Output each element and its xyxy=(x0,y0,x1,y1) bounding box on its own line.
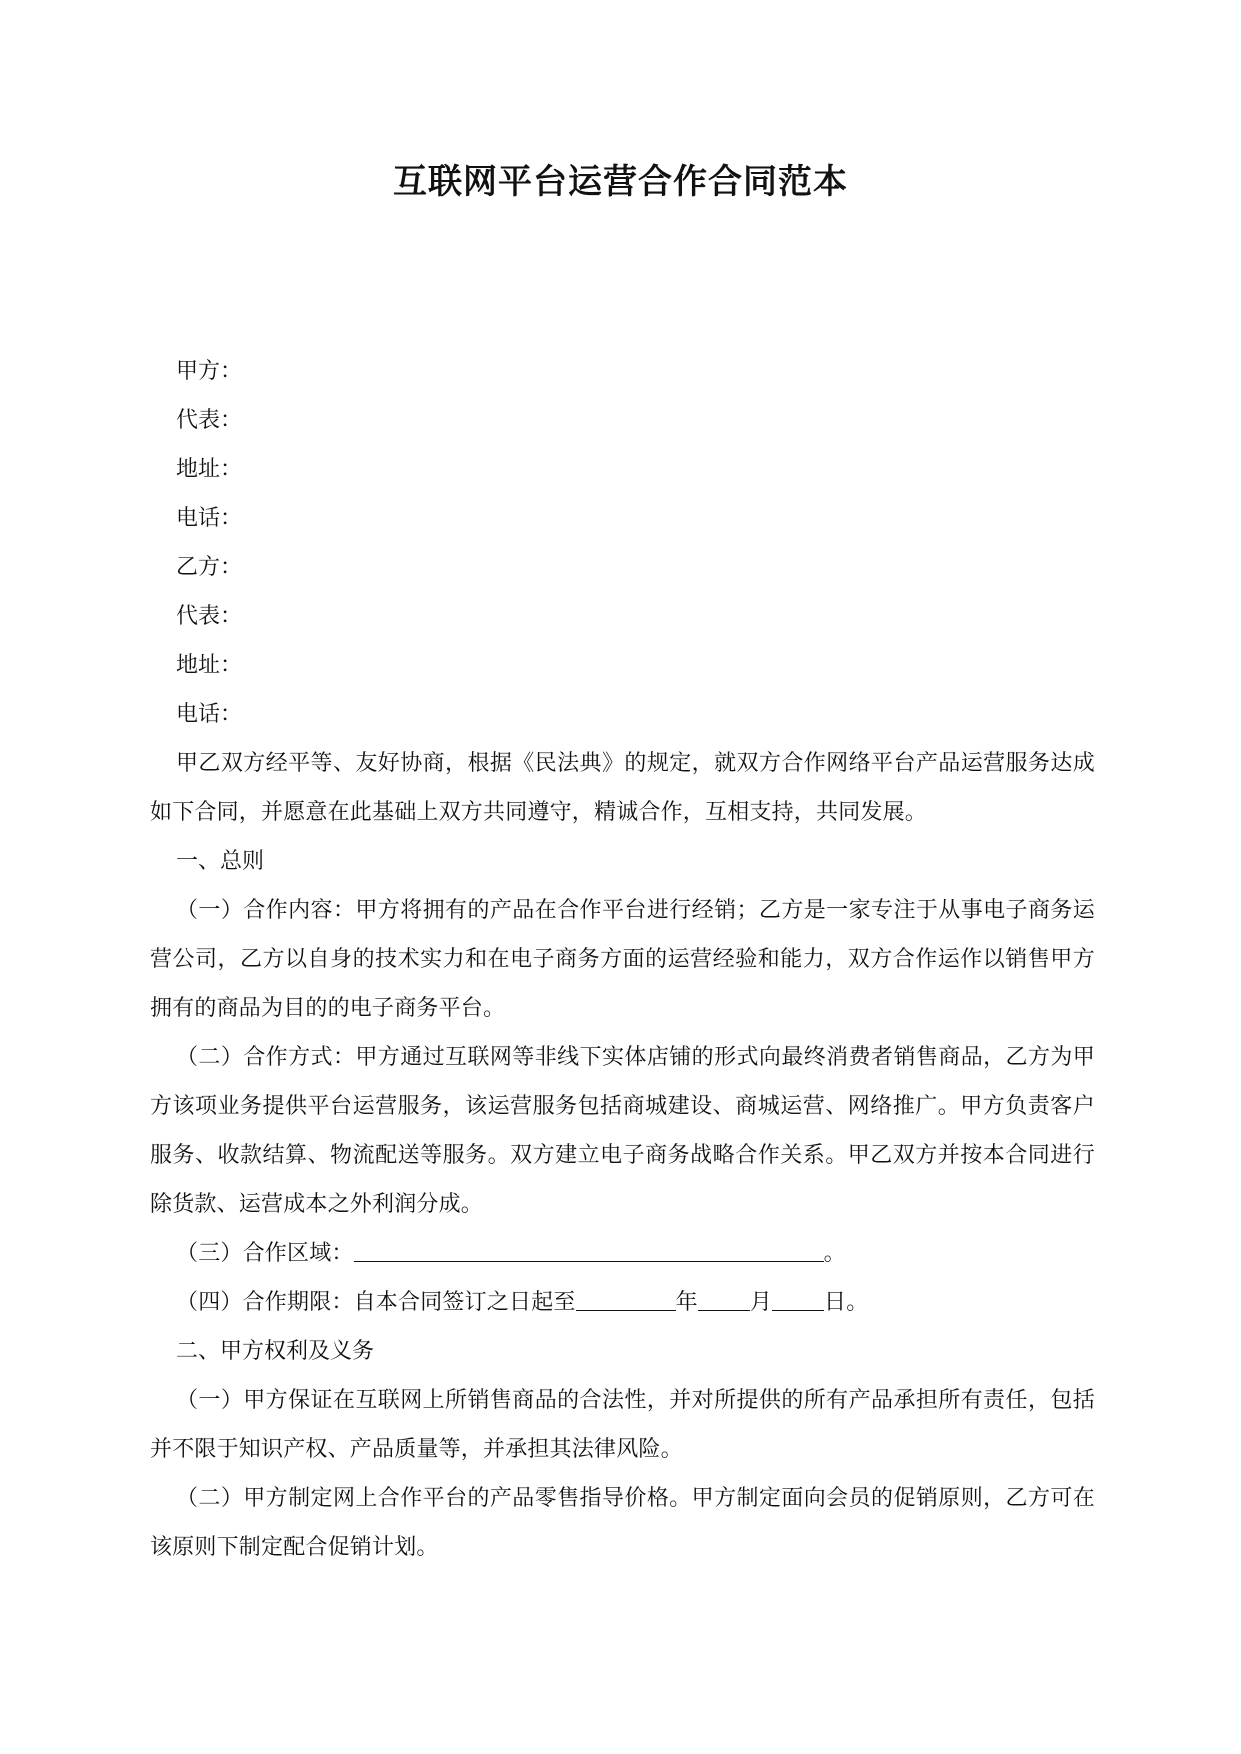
party-b-representative-label: 代表： xyxy=(176,604,243,629)
section-2-heading: 二、甲方权利及义务 xyxy=(176,1339,375,1364)
term-month-blank[interactable] xyxy=(698,1288,750,1311)
term-year-label: 年 xyxy=(675,1290,698,1315)
cooperation-area-label: （三）合作区域： xyxy=(176,1241,354,1266)
party-b-address-label: 地址： xyxy=(176,653,243,678)
term-year-blank[interactable] xyxy=(576,1288,676,1311)
party-a-label: 甲方： xyxy=(176,359,243,384)
term-month-label: 月 xyxy=(749,1290,773,1315)
cooperation-area-blank[interactable] xyxy=(354,1239,824,1262)
party-a-phone-label: 电话： xyxy=(176,506,243,531)
cooperation-area-end: 。 xyxy=(823,1241,846,1266)
term-day-label: 日。 xyxy=(824,1290,869,1315)
section-1-item-4 xyxy=(150,1278,1095,1327)
party-a-representative-label: 代表： xyxy=(176,408,243,433)
section-1-item-3 xyxy=(150,1229,1095,1278)
cooperation-term-label: （四）合作期限：自本合同签订之日起至 xyxy=(176,1290,576,1315)
party-b-phone-label: 电话： xyxy=(176,702,243,727)
section-1-item-1: （一）合作内容：甲方将拥有的产品在合作平台进行经销；乙方是一家专注于从事电子商务运营公司，乙方以自身的技术实力和在电子商务方面的运营经验和能力，双方合作运作以销售甲方拥有的商品为目的的电子商务平台。 xyxy=(150,898,1095,1021)
party-a-address-label: 地址： xyxy=(176,457,243,482)
section-1-heading: 一、总则 xyxy=(176,849,265,874)
section-1-item-2: （二）合作方式：甲方通过互联网等非线下实体店铺的形式向最终消费者销售商品，乙方为甲方该项业务提供平台运营服务，该运营服务包括商城建设、商城运营、网络推广。甲方负责客户服务、收款结算、物流配送等服务。双方建立电子商务战略合作关系。甲乙双方并按本合同进行除货款、运营成本之外利润分成。 xyxy=(150,1045,1095,1217)
party-info-block xyxy=(150,347,1095,739)
section-2-item-1: （一）甲方保证在互联网上所销售商品的合法性，并对所提供的所有产品承担所有责任，包括并不限于知识产权、产品质量等，并承担其法律风险。 xyxy=(150,1388,1095,1462)
document-body xyxy=(150,347,1095,1572)
document-title: 互联网平台运营合作合同范本 xyxy=(393,162,848,202)
section-2-item-2: （二）甲方制定网上合作平台的产品零售指导价格。甲方制定面向会员的促销原则，乙方可在该原则下制定配合促销计划。 xyxy=(150,1486,1095,1560)
intro-paragraph: 甲乙双方经平等、友好协商，根据《民法典》的规定，就双方合作网络平台产品运营服务达成如下合同，并愿意在此基础上双方共同遵守，精诚合作，互相支持，共同发展。 xyxy=(150,751,1095,825)
term-day-blank[interactable] xyxy=(772,1288,824,1311)
party-b-label: 乙方： xyxy=(176,555,243,580)
